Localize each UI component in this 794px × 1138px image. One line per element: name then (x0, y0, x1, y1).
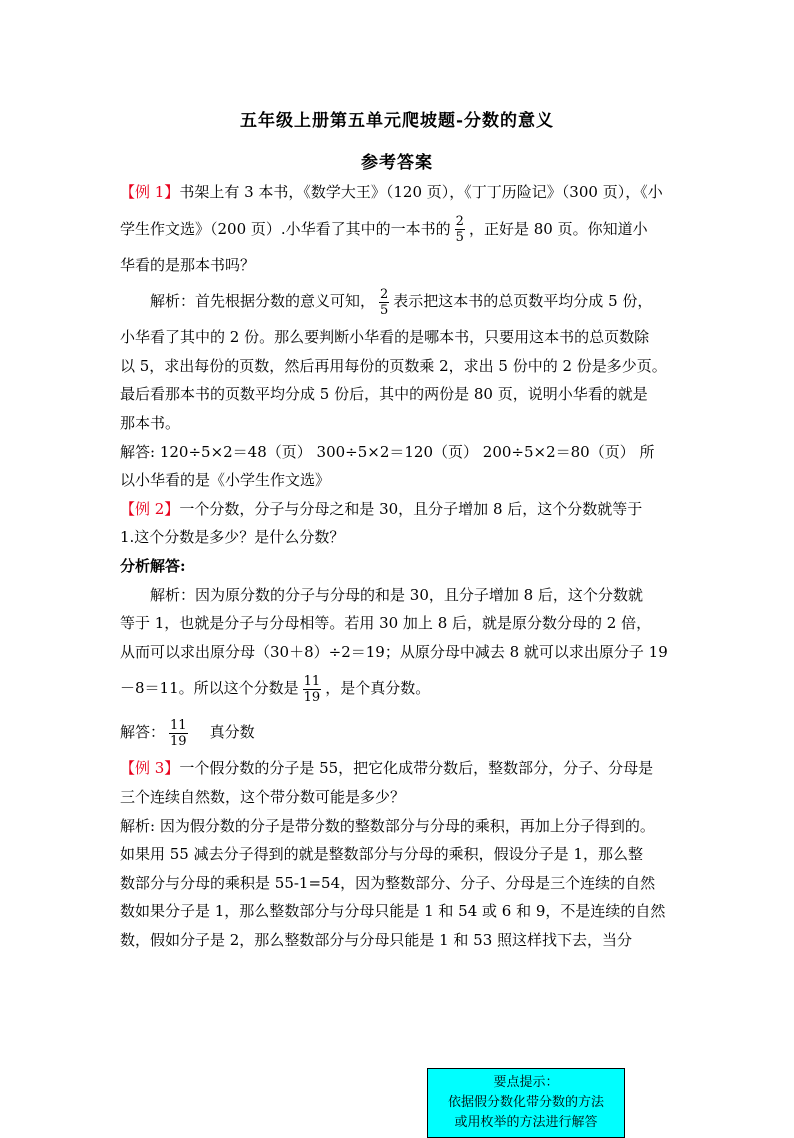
ex1-analysis-line-2: 小华看了其中的 2 份。那么要判断小华看的是哪本书，只要用这本书的总页数除 (120, 328, 650, 347)
ex1-question-line-3: 华看的是那本书吗？ (120, 255, 256, 274)
ex3-question-line-1: 【例 3】一个假分数的分子是 55，把它化成带分数后，整数部分，分子、分母是 (120, 759, 654, 778)
ex1-tag: 【例 1】 (120, 183, 180, 201)
ex2-analysis-line-2: 等于 1，也就是分子与分母相等。若用 30 加上 8 后，就是原分数分母的 2 倍， (120, 614, 652, 633)
fraction-two-fifths: $\frac{2}{5}$ (455, 214, 464, 246)
ex2-heading: 分析解答: (120, 556, 186, 575)
ex1-solution-line-1: 解答: 120÷5×2＝48（页） 300÷5×2＝120（页） 200÷5×2＝80（页） 所 (120, 442, 655, 461)
ex3-tag: 【例 3】 (120, 759, 180, 778)
ex2-question-line-2: 1.这个分数是多少？是什么分数？ (120, 528, 345, 547)
page-title: 五年级上册第五单元爬坡题-分数的意义 (239, 111, 555, 131)
fraction-eleven-nineteenths: $\frac{11}{19}$ (303, 673, 321, 705)
ex3-analysis-line-5: 数，假如分子是 2，那么整数部分与分母只能是 1 和 53 照这样找下去，当分 (120, 930, 633, 949)
ex1-question-line-1: 【例 1】书架上有 3 本书，《数学大王》（120 页），《丁丁历险记》（300 页），《小 (120, 183, 663, 201)
ex1-analysis-line-4: 最后看那本书的页数平均分成 5 份后，其中的两份是 80 页，说明小华看的就是 (120, 385, 648, 404)
ex1-analysis-line-3: 以 5，求出每份的页数，然后再用每份的页数乘 2，求出 5 份中的 2 份是多少页。 (120, 356, 667, 375)
ex1-question-line-2: 学生作文选》（200 页）.小华看了其中的一本书的 $\frac{2}{5}$ ，正好是 80 页。你知道小 (120, 214, 648, 246)
document-body (120, 178, 680, 954)
ex2-tag: 【例 2】 (120, 499, 180, 518)
hint-line-2: 或用枚举的方法进行解答 (454, 1115, 598, 1130)
fraction-eleven-nineteenths: $\frac{11}{19}$ (170, 717, 187, 749)
ex3-analysis-line-1: 解析: 因为假分数的分子是带分数的整数部分与分母的乘积，再加上分子得到的。 (120, 816, 655, 835)
hint-title: 要点提示： (493, 1075, 559, 1090)
ex1-analysis-line-1: 解析：首先根据分数的意义可知， $\frac{2}{5}$ 表示把这本书的总页数平均分成 5 份， (150, 286, 653, 318)
fraction-two-fifths: $\frac{2}{5}$ (380, 286, 389, 318)
ex2-analysis-line-4: －8＝11。所以这个分数是 $\frac{11}{19}$ ，是个真分数。 (120, 673, 431, 705)
ex2-analysis-line-3: 从而可以求出原分母（30＋8）÷2＝19；从原分母中减去 8 就可以求出原分子 19 (120, 642, 668, 661)
ex1-analysis-line-5: 那本书。 (120, 413, 181, 432)
ex3-analysis-line-3: 数部分与分母的乘积是 55-1=54，因为整数部分、分子、分母是三个连续的自然 (120, 873, 656, 892)
hint-line-1: 依据假分数化带分数的方法 (447, 1095, 604, 1110)
ex2-question-line-1: 【例 2】一个分数，分子与分母之和是 30，且分子增加 8 后，这个分数就等于 (120, 499, 643, 518)
ex1-solution-line-2: 以小华看的是《小学生作文选》 (120, 471, 331, 490)
page-subtitle: 参考答案 (361, 153, 433, 173)
ex2-solution-line: 解答： $\frac{11}{19}$ 真分数 (120, 717, 255, 749)
ex3-question-line-2: 三个连续自然数，这个带分数可能是多少？ (120, 787, 406, 806)
key-point-hint-box (427, 1068, 625, 1138)
ex3-analysis-line-4: 数如果分子是 1，那么整数部分与分母只能是 1 和 54 或 6 和 9，不是连续的自然 (120, 902, 666, 921)
ex2-analysis-line-1: 解析：因为原分数的分子与分母的和是 30，且分子增加 8 后，这个分数就 (150, 585, 643, 604)
ex3-analysis-line-2: 如果用 55 减去分子得到的就是整数部分与分母的乘积，假设分子是 1，那么整 (120, 845, 643, 864)
